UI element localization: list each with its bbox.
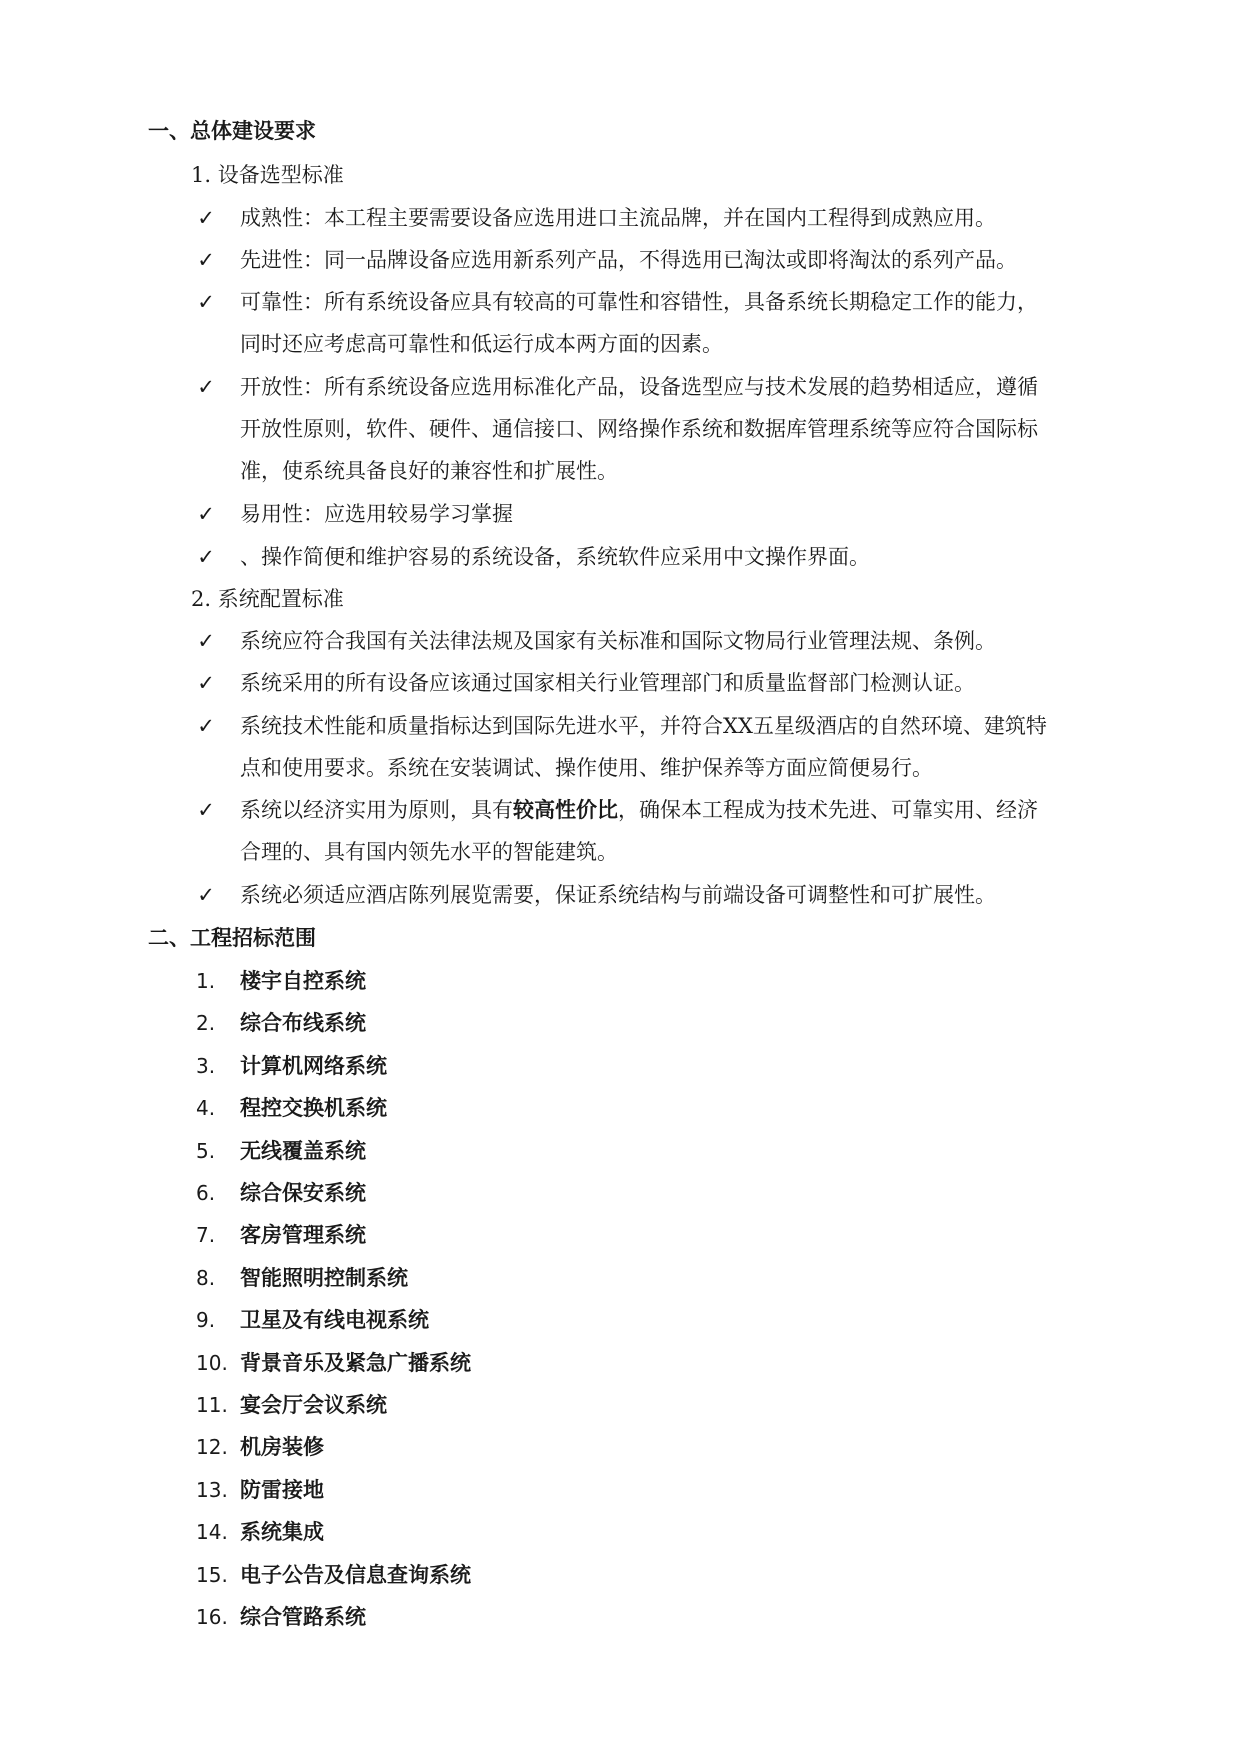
subsection-title: 1. 设备选型标准 (191, 163, 344, 187)
check-icon: ✓ (197, 290, 215, 314)
bullet-text-cont: 点和使用要求。系统在安装调试、操作使用、维护保养等方面应简便易行。 (240, 756, 933, 780)
list-item: 程控交换机系统 (240, 1096, 387, 1120)
check-icon: ✓ (197, 798, 215, 822)
bullet-text: 系统技术性能和质量指标达到国际先进水平，并符合XX五星级酒店的自然环境、建筑特 (240, 714, 1047, 738)
bullet-text: 系统采用的所有设备应该通过国家相关行业管理部门和质量监督部门检测认证。 (240, 671, 975, 695)
list-item: 综合管路系统 (240, 1605, 366, 1629)
list-item: 楼宇自控系统 (240, 969, 366, 993)
list-item: 无线覆盖系统 (240, 1139, 366, 1163)
bullet-text-pre: 系统以经济实用为原则，具有 (240, 798, 513, 822)
list-item-number: 1. (196, 969, 216, 993)
bullet-text (240, 796, 1038, 824)
list-item-number: 15. (196, 1563, 228, 1587)
bullet-text: 易用性：应选用较易学习掌握 (240, 502, 513, 526)
list-item: 宴会厅会议系统 (240, 1393, 387, 1417)
list-item-number: 10. (196, 1351, 228, 1375)
bullet-text: 系统应符合我国有关法律法规及国家有关标准和国际文物局行业管理法规、条例。 (240, 629, 996, 653)
check-icon: ✓ (197, 629, 215, 653)
bullet-text: 可靠性：所有系统设备应具有较高的可靠性和容错性，具备系统长期稳定工作的能力， (240, 290, 1038, 314)
list-item: 综合保安系统 (240, 1181, 366, 1205)
list-item: 防雷接地 (240, 1478, 324, 1502)
list-item-number: 5. (196, 1139, 216, 1163)
section-title: 一、总体建设要求 (148, 119, 316, 143)
list-item-number: 12. (196, 1435, 228, 1459)
bullet-text-post: ，确保本工程成为技术先进、可靠实用、经济 (618, 798, 1038, 822)
section-title: 二、工程招标范围 (148, 926, 316, 950)
list-item-number: 11. (196, 1393, 228, 1417)
list-item-number: 9. (196, 1308, 216, 1332)
list-item: 智能照明控制系统 (240, 1266, 408, 1290)
list-item-number: 16. (196, 1605, 228, 1629)
list-item: 系统集成 (240, 1520, 324, 1544)
bullet-text: 系统必须适应酒店陈列展览需要，保证系统结构与前端设备可调整性和可扩展性。 (240, 883, 996, 907)
list-item-number: 7. (196, 1223, 216, 1247)
check-icon: ✓ (197, 671, 215, 695)
list-item: 卫星及有线电视系统 (240, 1308, 429, 1332)
check-icon: ✓ (197, 883, 215, 907)
subsection-title: 2. 系统配置标准 (191, 587, 344, 611)
bullet-text-bold: 较高性价比 (513, 798, 618, 822)
list-item-number: 3. (196, 1054, 216, 1078)
list-item-number: 14. (196, 1520, 228, 1544)
list-item: 客房管理系统 (240, 1223, 366, 1247)
list-item: 电子公告及信息查询系统 (240, 1563, 471, 1587)
check-icon: ✓ (197, 545, 215, 569)
check-icon: ✓ (197, 206, 215, 230)
list-item-number: 8. (196, 1266, 216, 1290)
bullet-text-cont: 同时还应考虑高可靠性和低运行成本两方面的因素。 (240, 332, 723, 356)
check-icon: ✓ (197, 502, 215, 526)
check-icon: ✓ (197, 375, 215, 399)
bullet-text-cont: 准，使系统具备良好的兼容性和扩展性。 (240, 459, 618, 483)
list-item-number: 2. (196, 1011, 216, 1035)
bullet-text-cont: 开放性原则，软件、硬件、通信接口、网络操作系统和数据库管理系统等应符合国际标 (240, 417, 1038, 441)
list-item-number: 13. (196, 1478, 228, 1502)
check-icon: ✓ (197, 714, 215, 738)
bullet-text-cont: 合理的、具有国内领先水平的智能建筑。 (240, 840, 618, 864)
bullet-text: 开放性：所有系统设备应选用标准化产品，设备选型应与技术发展的趋势相适应，遵循 (240, 375, 1038, 399)
list-item: 机房装修 (240, 1435, 324, 1459)
bullet-text: 成熟性：本工程主要需要设备应选用进口主流品牌，并在国内工程得到成熟应用。 (240, 206, 996, 230)
list-item: 计算机网络系统 (240, 1054, 387, 1078)
list-item-number: 4. (196, 1096, 216, 1120)
list-item: 背景音乐及紧急广播系统 (240, 1351, 471, 1375)
check-icon: ✓ (197, 248, 215, 272)
list-item-number: 6. (196, 1181, 216, 1205)
bullet-text: 、操作简便和维护容易的系统设备，系统软件应采用中文操作界面。 (240, 545, 870, 569)
bullet-text: 先进性：同一品牌设备应选用新系列产品，不得选用已淘汰或即将淘汰的系列产品。 (240, 248, 1017, 272)
list-item: 综合布线系统 (240, 1011, 366, 1035)
